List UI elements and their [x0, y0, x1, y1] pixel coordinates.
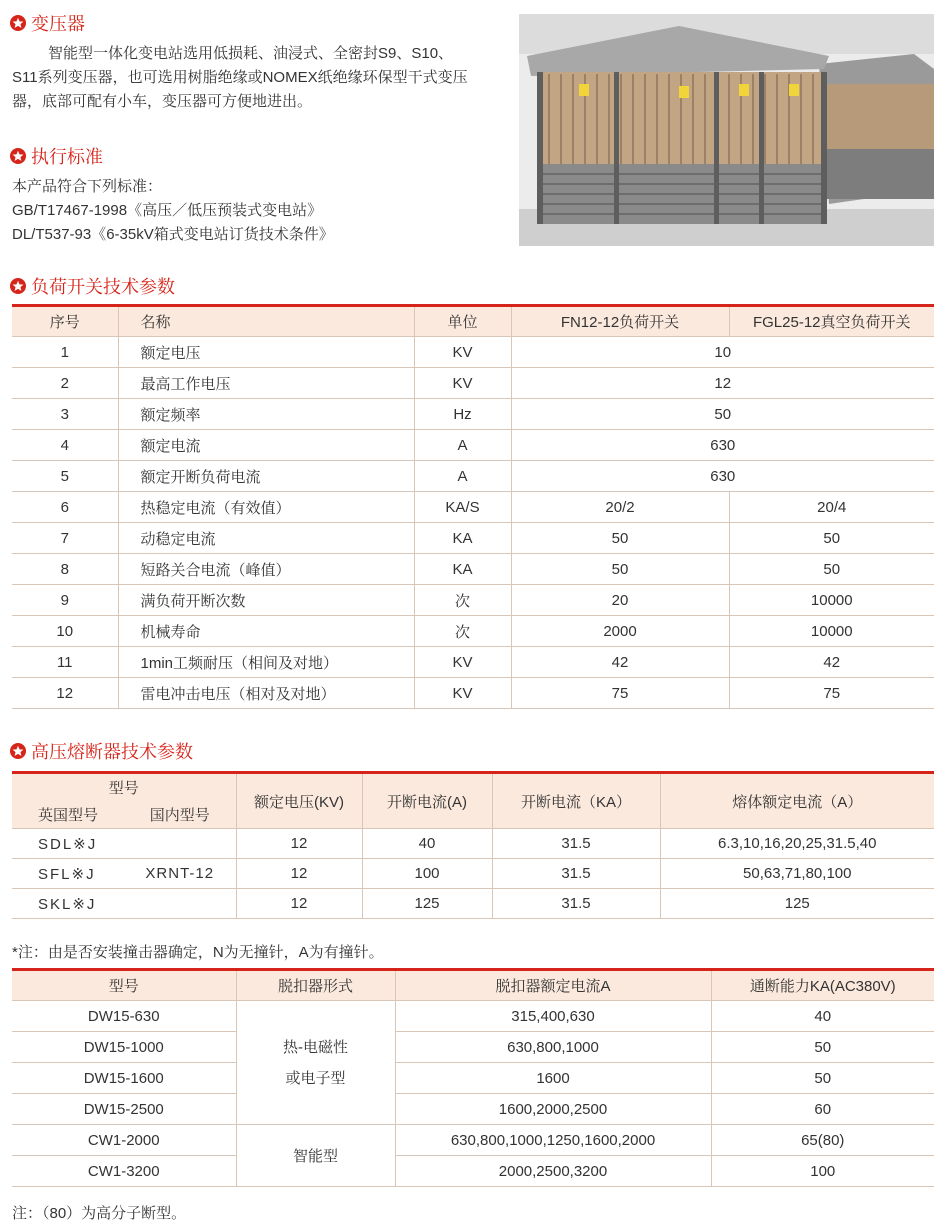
table-cell: 75	[729, 678, 934, 709]
table-row	[12, 399, 934, 430]
table-row	[12, 1094, 934, 1125]
table-cell: 1600	[395, 1063, 711, 1094]
table-cell: 短路关合电流（峰值）	[118, 554, 414, 585]
table-cell: 2	[12, 368, 118, 399]
table-header: 型号	[12, 773, 236, 801]
table-cell: 20	[511, 585, 729, 616]
table-cell: KA	[414, 554, 511, 585]
table-row	[12, 1156, 934, 1187]
table-row	[12, 492, 934, 523]
table-cell: 50	[711, 1063, 934, 1094]
table-header: 额定电压(KV)	[236, 773, 362, 829]
table-header: 通断能力KA(AC380V)	[711, 970, 934, 1001]
trip-type-cell	[236, 1001, 395, 1125]
table-cell: 50	[711, 1032, 934, 1063]
table-header: 开断电流（KA）	[492, 773, 660, 829]
table-header: 序号	[12, 306, 118, 337]
star-icon	[10, 15, 26, 31]
paragraph-line: S11系列变压器，也可选用树脂绝缘或NOMEX纸绝缘环保型干式变压	[12, 69, 468, 86]
table-cell: KA	[414, 523, 511, 554]
table-cell: 最高工作电压	[118, 368, 414, 399]
table-cell: KA/S	[414, 492, 511, 523]
table-cell: 额定开断负荷电流	[118, 461, 414, 492]
table-row	[12, 554, 934, 585]
table-cell: 31.5	[492, 829, 660, 859]
table-cell: 次	[414, 616, 511, 647]
table-cell: 12	[236, 859, 362, 889]
table-cell: 1min工频耐压（相间及对地）	[118, 647, 414, 678]
table-row	[12, 859, 934, 889]
table-cell: CW1-2000	[12, 1125, 236, 1156]
table-cell: DW15-2500	[12, 1094, 236, 1125]
table-header: 熔体额定电流（A）	[660, 773, 934, 829]
table-cell: 50	[511, 554, 729, 585]
table-cell: 额定电流	[118, 430, 414, 461]
table-header: 型号	[12, 970, 236, 1001]
breaker-note: 注：（80）为高分子断型。	[12, 1205, 187, 1222]
table-cell: 11	[12, 647, 118, 678]
table-cell: 8	[12, 554, 118, 585]
table-cell: 31.5	[492, 889, 660, 919]
table-cell: 50	[511, 523, 729, 554]
table-cell: SFL※J	[12, 859, 124, 889]
paragraph-line: GB/T17467-1998《高压／低压预装式变电站》	[12, 202, 323, 219]
table-cell: CW1-3200	[12, 1156, 236, 1187]
table-cell: XRNT-12	[124, 859, 236, 889]
table-row	[12, 1063, 934, 1094]
star-icon	[10, 743, 26, 759]
table-cell: 热稳定电流（有效值）	[118, 492, 414, 523]
star-icon	[10, 278, 26, 294]
table-row	[12, 1032, 934, 1063]
table-cell: 42	[511, 647, 729, 678]
table-cell: 额定电压	[118, 337, 414, 368]
table-cell: 315,400,630	[395, 1001, 711, 1032]
section-title: 高压熔断器技术参数	[31, 742, 193, 762]
table-cell: 100	[362, 859, 492, 889]
table-cell: DW15-1600	[12, 1063, 236, 1094]
table-cell: 50,63,71,80,100	[660, 859, 934, 889]
table-cell	[124, 889, 236, 919]
table-cell: 100	[711, 1156, 934, 1187]
breaker-table	[12, 968, 934, 1187]
section-title: 变压器	[31, 14, 85, 34]
table-cell: 630,800,1000	[395, 1032, 711, 1063]
trip-type-line: 或电子型	[285, 1069, 346, 1087]
load-switch-table	[12, 304, 934, 709]
table-header: 国内型号	[124, 801, 236, 829]
table-row	[12, 829, 934, 859]
table-cell: 额定频率	[118, 399, 414, 430]
table-header: 脱扣器形式	[236, 970, 395, 1001]
table-cell: 10000	[729, 616, 934, 647]
paragraph-line: DL/T537-93《6-35kV箱式变电站订货技术条件》	[12, 226, 334, 243]
fuse-note: *注：由是否安装撞击器确定，N为无撞针，A为有撞针。	[12, 944, 384, 961]
table-row	[12, 337, 934, 368]
table-cell: SKL※J	[12, 889, 124, 919]
table-row	[12, 647, 934, 678]
table-header: 名称	[118, 306, 414, 337]
table-cell: 60	[711, 1094, 934, 1125]
table-cell: KV	[414, 678, 511, 709]
table-cell: 42	[729, 647, 934, 678]
table-header: FN12-12负荷开关	[511, 306, 729, 337]
table-cell: 1600,2000,2500	[395, 1094, 711, 1125]
table-cell: KV	[414, 647, 511, 678]
table-cell: 31.5	[492, 859, 660, 889]
trip-type-cell: 智能型	[236, 1125, 395, 1187]
table-cell: 12	[12, 678, 118, 709]
table-cell: 5	[12, 461, 118, 492]
table-cell: 9	[12, 585, 118, 616]
table-cell: A	[414, 461, 511, 492]
star-icon	[10, 148, 26, 164]
table-cell: 2000,2500,3200	[395, 1156, 711, 1187]
table-cell: 满负荷开断次数	[118, 585, 414, 616]
table-cell: 10	[12, 616, 118, 647]
section-heading-transformer	[10, 10, 85, 36]
section-heading-load-switch	[10, 273, 175, 299]
table-cell: 雷电冲击电压（相对及对地）	[118, 678, 414, 709]
table-row	[12, 678, 934, 709]
table-row	[12, 585, 934, 616]
table-row	[12, 889, 934, 919]
table-cell: Hz	[414, 399, 511, 430]
table-cell: 次	[414, 585, 511, 616]
section-title: 执行标准	[31, 147, 103, 167]
table-cell: 50	[729, 554, 934, 585]
table-row	[12, 368, 934, 399]
table-row	[12, 430, 934, 461]
table-row	[12, 1001, 934, 1032]
section-title: 负荷开关技术参数	[31, 277, 175, 297]
table-cell: SDL※J	[12, 829, 124, 859]
table-cell: 40	[362, 829, 492, 859]
table-cell: 10000	[729, 585, 934, 616]
table-cell: 4	[12, 430, 118, 461]
table-row	[12, 461, 934, 492]
table-cell: KV	[414, 337, 511, 368]
table-cell: 630	[511, 430, 934, 461]
table-header: FGL25-12真空负荷开关	[729, 306, 934, 337]
table-cell: 2000	[511, 616, 729, 647]
table-cell: 6.3,10,16,20,25,31.5,40	[660, 829, 934, 859]
table-cell: 40	[711, 1001, 934, 1032]
table-cell: 10	[511, 337, 934, 368]
table-cell: 20/2	[511, 492, 729, 523]
paragraph-line: 器，底部可配有小车，变压器可方便地进出。	[12, 93, 313, 110]
table-cell: 1	[12, 337, 118, 368]
table-cell: 65(80)	[711, 1125, 934, 1156]
table-header: 开断电流(A)	[362, 773, 492, 829]
table-cell: 12	[236, 829, 362, 859]
table-cell: 动稳定电流	[118, 523, 414, 554]
paragraph-line: 本产品符合下列标准：	[12, 178, 163, 195]
table-header: 单位	[414, 306, 511, 337]
paragraph-line: 智能型一体化变电站选用低损耗、油浸式、全密封S9、S10、	[48, 45, 454, 62]
table-cell: KV	[414, 368, 511, 399]
table-cell: 50	[511, 399, 934, 430]
table-header: 英国型号	[12, 801, 124, 829]
table-row	[12, 523, 934, 554]
table-cell: 6	[12, 492, 118, 523]
section-heading-standards	[10, 143, 103, 169]
table-cell: 50	[729, 523, 934, 554]
table-cell: A	[414, 430, 511, 461]
table-cell: 7	[12, 523, 118, 554]
table-row	[12, 1125, 934, 1156]
table-row	[12, 616, 934, 647]
table-cell: 630,800,1000,1250,1600,2000	[395, 1125, 711, 1156]
section-heading-fuse	[10, 738, 193, 764]
fuse-table	[12, 771, 934, 919]
substation-photo	[519, 14, 934, 246]
table-cell: 12	[511, 368, 934, 399]
trip-type-line: 热-电磁性	[283, 1038, 348, 1056]
table-cell: 125	[362, 889, 492, 919]
table-cell: DW15-630	[12, 1001, 236, 1032]
table-cell	[124, 829, 236, 859]
table-cell: 12	[236, 889, 362, 919]
table-cell: 20/4	[729, 492, 934, 523]
table-cell: 75	[511, 678, 729, 709]
table-header: 脱扣器额定电流A	[395, 970, 711, 1001]
table-cell: 125	[660, 889, 934, 919]
table-cell: DW15-1000	[12, 1032, 236, 1063]
table-cell: 630	[511, 461, 934, 492]
table-cell: 机械寿命	[118, 616, 414, 647]
standards-list	[12, 175, 334, 247]
transformer-description	[12, 42, 468, 114]
table-cell: 3	[12, 399, 118, 430]
